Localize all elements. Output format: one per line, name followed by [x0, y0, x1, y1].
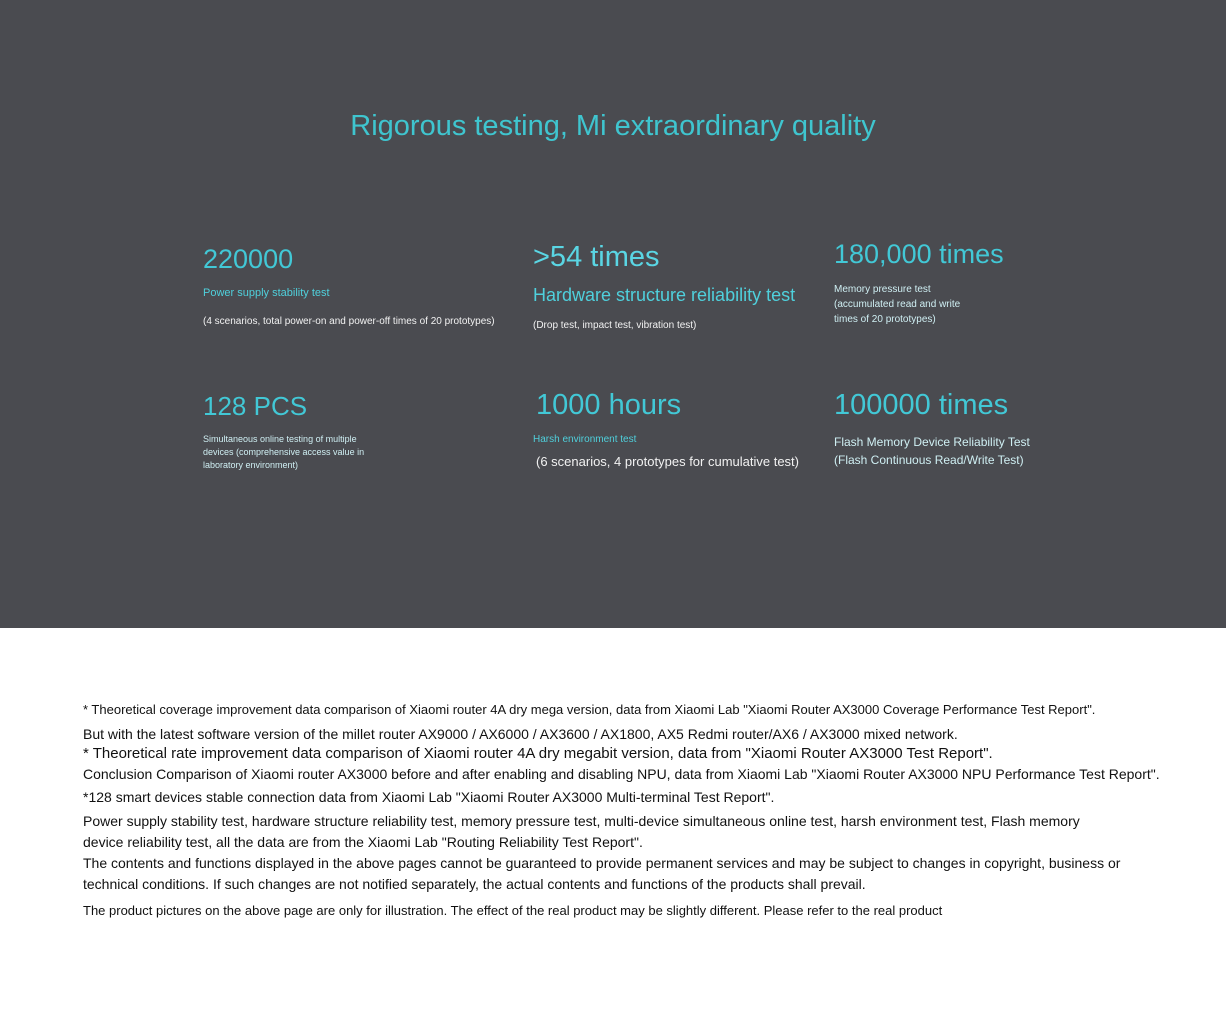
- stat-number: >54 times: [533, 241, 660, 273]
- note-rate: * Theoretical rate improvement data comparison of Xiaomi router 4A dry megabit version, data from "Xiaomi Router AX3000 Test Report".: [83, 745, 993, 762]
- stat-harsh-environment: [533, 391, 799, 470]
- stat-number: 180,000 times: [834, 239, 1004, 269]
- note-multi-terminal: *128 smart devices stable connection data from Xiaomi Lab "Xiaomi Router AX3000 Multi-terminal Test Report".: [83, 789, 775, 805]
- stat-hardware-structure: [533, 243, 795, 332]
- stat-power-supply: [203, 246, 495, 328]
- note-reliability: Power supply stability test, hardware structure reliability test, memory pressure test, multi-device simultaneous online test, harsh environment test, Flash memory device reliability test, all the data are from the Xiaomi Lab "Routing Reliability Test Report".: [83, 813, 1080, 850]
- stat-label: Hardware structure reliability test: [533, 285, 796, 305]
- stat-label: Harsh environment test: [533, 434, 637, 445]
- stat-number: 220000: [203, 244, 294, 274]
- note-coverage: * Theoretical coverage improvement data comparison of Xiaomi router 4A dry mega version, data from Xiaomi Lab "Xiaomi Router AX3000 Coverage Performance Test Report".: [83, 702, 1096, 717]
- note-npu: Conclusion Comparison of Xiaomi router AX3000 before and after enabling and disabling NPU, data from Xiaomi Lab "Xiaomi Router AX3000 NPU Performance Test Report".: [83, 766, 1160, 782]
- stat-multi-device: [203, 393, 378, 472]
- stat-label: Memory pressure test (accumulated read and write times of 20 prototypes): [834, 284, 961, 325]
- stat-number: 128 PCS: [203, 391, 308, 421]
- note-illustration: The product pictures on the above page are only for illustration. The effect of the real product may be slightly different. Please refer to the real product: [83, 903, 943, 918]
- disclaimer-notes: [83, 700, 1213, 920]
- note-content-changes: The contents and functions displayed in the above pages cannot be guaranteed to provide permanent services and may be subject to changes in copyright, business or technical conditions. If such changes are not notified separately, the actual contents and functions of the products shall prevail.: [83, 855, 1121, 892]
- stat-label: Simultaneous online testing of multiple devices (comprehensive access value in laboratory environment): [203, 434, 365, 471]
- stat-note: (Drop test, impact test, vibration test): [533, 319, 697, 331]
- stat-label: Power supply stability test: [203, 287, 330, 299]
- stat-note: (6 scenarios, 4 prototypes for cumulative test): [536, 453, 800, 469]
- stat-number: 100000 times: [834, 389, 1009, 421]
- stat-label: Flash Memory Device Reliability Test (Flash Continuous Read/Write Test): [834, 435, 1030, 467]
- hero-title: Rigorous testing, Mi extraordinary quality: [350, 110, 876, 142]
- note-mixed-network: But with the latest software version of the millet router AX9000 / AX6000 / AX3600 / AX1800, AX5 Redmi router/AX6 / AX3000 mixed network.: [83, 726, 958, 742]
- stat-note: (4 scenarios, total power-on and power-off times of 20 prototypes): [203, 315, 495, 327]
- stat-flash-memory: [834, 391, 1064, 469]
- stat-memory-pressure: [834, 241, 1004, 327]
- stat-number: 1000 hours: [536, 389, 682, 421]
